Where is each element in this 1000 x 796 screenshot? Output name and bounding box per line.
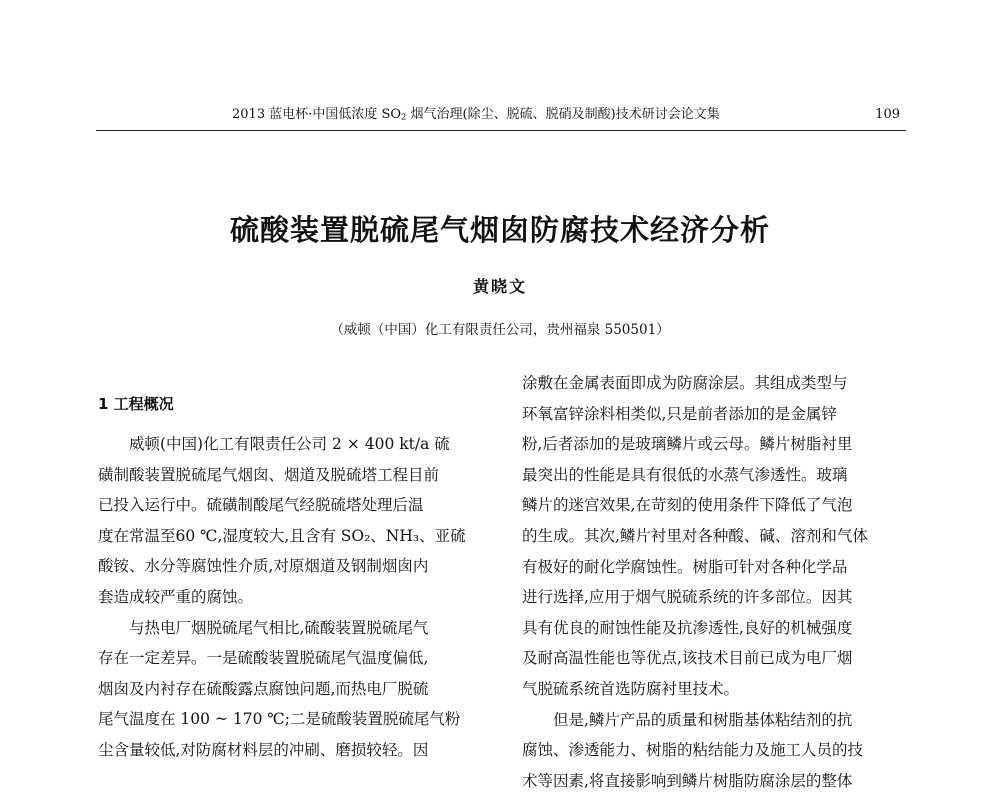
- text-line: 套造成较严重的腐蚀。: [98, 587, 254, 606]
- paper-title: 硫酸装置脱硫尾气烟囱防腐技术经济分析: [229, 213, 770, 247]
- left-column: [98, 429, 484, 766]
- text-line: 与热电厂烟脱硫尾气相比,硫酸装置脱硫尾气: [129, 618, 429, 637]
- page-number: 109: [875, 107, 900, 122]
- text-line: 存在一定差异。一是硫酸装置脱硫尾气温度偏低,: [98, 649, 429, 668]
- text-line: 具有优良的耐蚀性能及抗渗透性,良好的机械强度: [522, 618, 853, 637]
- text-line: 术等因素,将直接影响到鳞片树脂防腐涂层的整体: [522, 771, 853, 790]
- author-name: 黄晓文: [472, 277, 527, 296]
- conference-title: 2013 蓝电杯·中国低浓度 $SO_2$ 烟气治理(除尘、脱硫、脱硝及制酸)技术研讨会论文集: [232, 107, 720, 122]
- text-line: 有极好的耐化学腐蚀性。树脂可针对各种化学品: [522, 557, 848, 576]
- text-line: 及耐高温性能也等优点,该技术目前已成为电厂烟: [522, 649, 853, 668]
- text-line: 气脱硫系统首选防腐衬里技术。: [522, 679, 740, 698]
- text-line: 度在常温至60 ℃,湿度较大,且含有 SO₂、NH₃、亚硫: [98, 526, 466, 545]
- text-line: 进行选择,应用于烟气脱硫系统的许多部位。因其: [522, 588, 853, 607]
- text-line: 的生成。其次,鳞片衬里对各种酸、碱、溶剂和气体: [522, 526, 868, 545]
- text-line: 涂敷在金属表面即成为防腐涂层。其组成类型与: [522, 374, 848, 392]
- text-line: 烟囱及内衬存在硫酸露点腐蚀问题,而热电厂脱硫: [98, 679, 429, 698]
- text-line: 最突出的性能是具有很低的水蒸气渗透性。玻璃: [522, 465, 848, 484]
- text-line: 腐蚀、渗透能力、树脂的粘结能力及施工人员的技: [522, 741, 864, 760]
- text-line: 已投入运行中。硫磺制酸尾气经脱硫塔处理后温: [98, 496, 424, 515]
- running-header: [96, 104, 906, 126]
- text-line: 粉,后者添加的是玻璃鳞片或云母。鳞片树脂衬里: [522, 435, 853, 454]
- text-line: 威顿(中国)化工有限责任公司 2 × 400 kt/a 硫: [129, 435, 450, 453]
- text-line: 磺制酸装置脱硫尾气烟囱、烟道及脱硫塔工程目前: [98, 465, 440, 484]
- text-line: 尾气温度在 100 ~ 170 ℃;二是硫酸装置脱硫尾气粉: [98, 710, 461, 729]
- text-line: 环氧富锌涂料相类似,只是前者添加的是金属锌: [522, 404, 837, 423]
- text-line: 酸铵、水分等腐蚀性介质,对原烟道及钢制烟囱内: [98, 557, 429, 576]
- section-heading: 1 工程概况: [98, 395, 174, 413]
- header-rule: [96, 130, 906, 131]
- affiliation: （威顿（中国）化工有限责任公司，贵州福泉 550501）: [330, 322, 670, 338]
- text-line: 但是,鳞片产品的质量和树脂基体粘结剂的抗: [553, 710, 853, 729]
- text-line: 鳞片的迷宫效果,在苛刻的使用条件下降低了气泡: [522, 496, 853, 515]
- right-column: [522, 368, 908, 796]
- text-line: 尘含量较低,对防腐材料层的冲刷、磨损较轻。因: [98, 740, 429, 759]
